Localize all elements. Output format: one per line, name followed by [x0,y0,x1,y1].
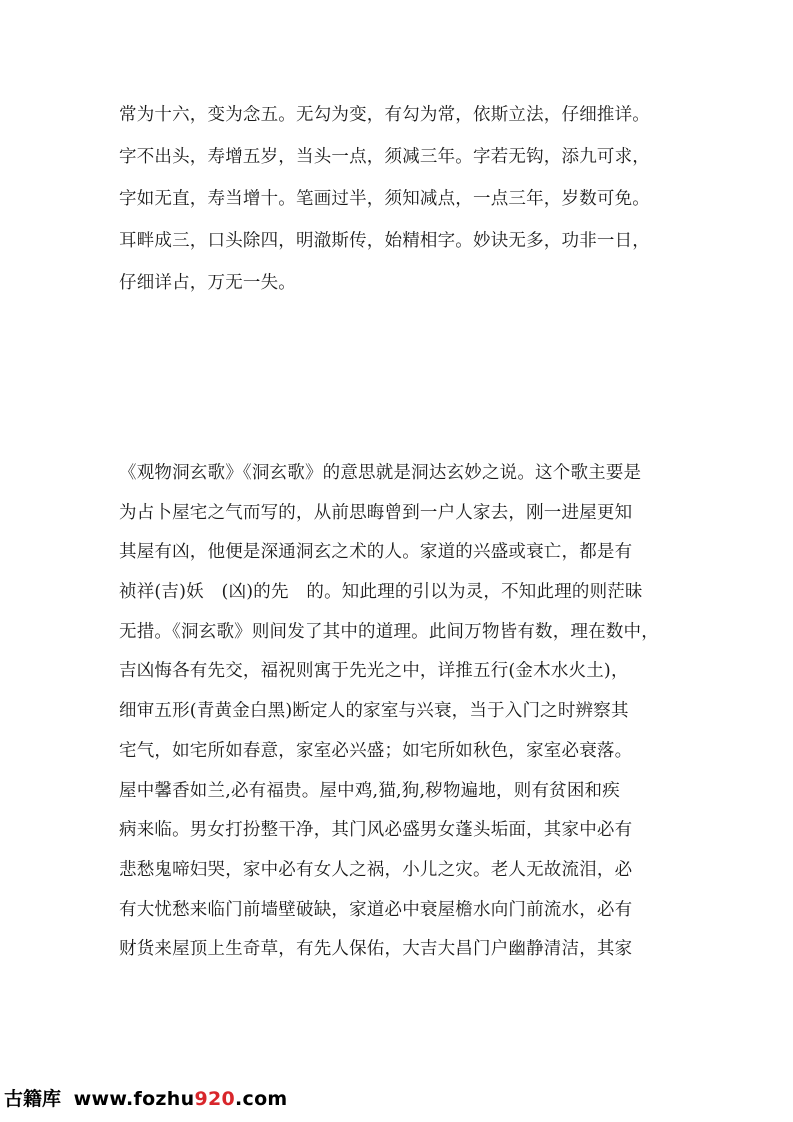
text-line: 宅气，如宅所如春意，家室必兴盛；如宅所如秋色，家室必衰落。 [119,740,633,761]
text-line: 常为十六，变为念五。无勾为变，有勾为常，依斯立法，仔细推详。 [119,105,650,125]
paragraph-1 [119,94,679,304]
text-line: 其屋有凶，他便是深通洞玄之术的人。家道的兴盛或衰亡，都是有 [119,542,633,563]
text-line: 祯祥(吉)妖 (凶)的先 的。知此理的引以为灵，不知此理的则茫昧 [119,582,643,603]
site-watermark[interactable] [4,1084,288,1114]
text-line: 无措。《洞玄歌》则间发了其中的道理。此间万物皆有数，理在数中， [119,621,659,642]
text-line: 有大忧愁来临门前墙壁破缺，家道必中衰屋檐水向门前流水，必有 [119,899,633,920]
text-line: 字如无直，寿当增十。笔画过半，须知减点，一点三年，岁数可免。 [119,189,650,209]
watermark-url[interactable] [74,1088,288,1110]
text-line: 病来临。男女打扮整干净，其门风必盛男女蓬头垢面，其家中必有 [119,820,633,841]
text-line: 财货来屋顶上生奇草，有先人保佑，大吉大昌门户幽静清洁，其家 [119,939,633,960]
watermark-url-suffix: .com [235,1088,288,1110]
watermark-site-name: 古籍库 [4,1088,62,1110]
text-line: 吉凶悔各有先交，福祝则寓于先光之中，详推五行(金木水火土)， [119,661,629,682]
text-line: 仔细详占，万无一失。 [119,273,296,293]
text-line: 屋中馨香如兰,必有福贵。屋中鸡,猫,狗,秽物遍地，则有贫困和疾 [119,780,620,801]
watermark-url-accent: 920 [194,1088,235,1110]
paragraph-2 [119,454,679,970]
text-line: 《观物洞玄歌》《洞玄歌》的意思就是洞达玄妙之说。这个歌主要是 [119,463,642,483]
watermark-url-prefix: www.fozhu [73,1088,195,1110]
text-line: 耳畔成三，口头除四，明澈斯传，始精相字。妙诀无多，功非一日， [119,231,650,251]
text-line: 悲愁鬼啼妇哭，家中必有女人之祸，小儿之灾。老人无故流泪，必 [119,859,633,880]
text-line: 为占卜屋宅之气而写的，从前思晦曾到一户人家去，刚一进屋更知 [119,502,633,523]
text-line: 字不出头，寿增五岁，当头一点，须减三年。字若无钩，添九可求， [119,147,650,167]
text-line: 细审五形(青黄金白黑)断定人的家室与兴衰，当于入门之时辨察其 [119,701,629,722]
